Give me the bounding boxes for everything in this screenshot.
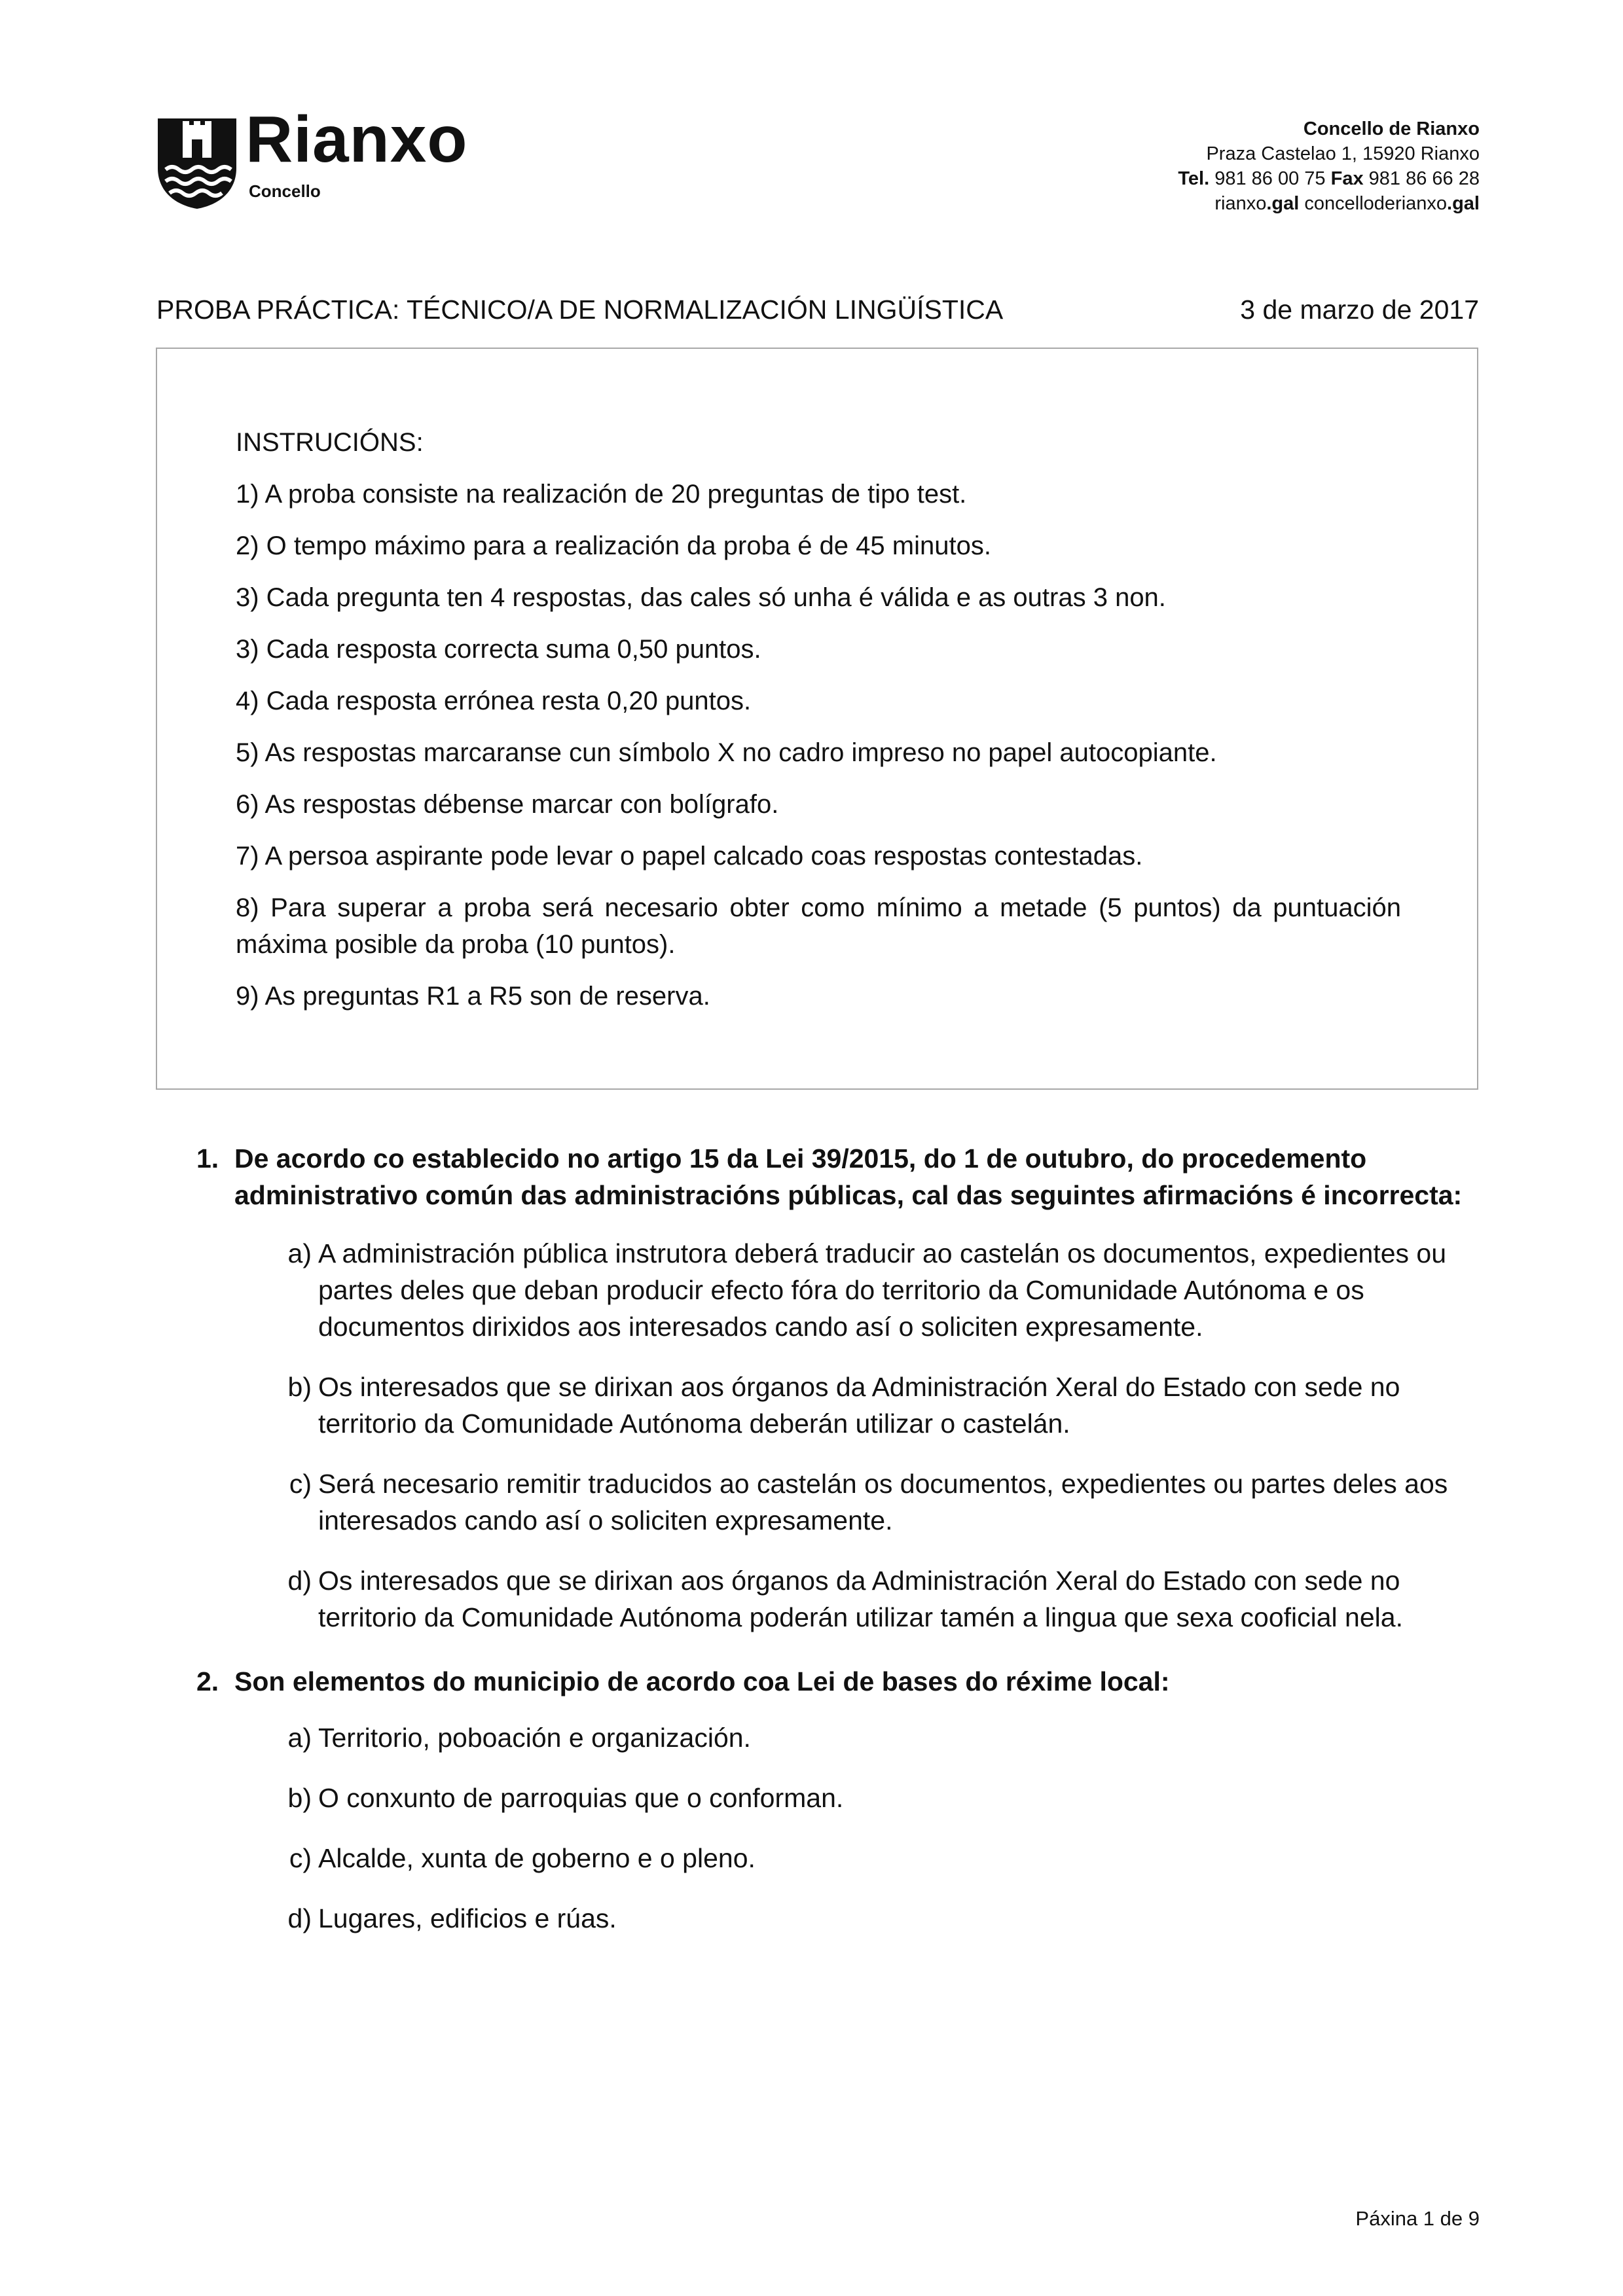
answer-options xyxy=(196,1719,1480,1937)
answer-option-c xyxy=(276,1840,1480,1876)
contact-phone-line xyxy=(1178,166,1480,191)
answer-option-b xyxy=(276,1780,1480,1816)
exam-title: PROBA PRÁCTICA: TÉCNICO/A DE NORMALIZACIÓN LINGÜÍSTICA xyxy=(156,295,1004,325)
instructions-box xyxy=(156,348,1478,1090)
answer-option-a xyxy=(276,1235,1480,1345)
answer-options xyxy=(196,1235,1480,1636)
instruction-item: 3) Cada pregunta ten 4 respostas, das cales só unha é válida e as outras 3 non. xyxy=(236,583,1166,612)
tel-label: Tel. xyxy=(1178,168,1210,189)
instruction-item: 7) A persoa aspirante pode levar o papel calcado coas respostas contestadas. xyxy=(236,842,1143,870)
question-number: 2. xyxy=(196,1666,219,1696)
logo-brand: Rianxo xyxy=(246,103,468,176)
logo-subtitle: Concello xyxy=(249,181,321,201)
answer-option-b xyxy=(276,1369,1480,1442)
instruction-item: 4) Cada resposta errónea resta 0,20 puntos. xyxy=(236,687,752,715)
answer-option-d xyxy=(276,1900,1480,1937)
web2-suffix: .gal xyxy=(1447,193,1480,214)
option-letter: b) xyxy=(287,1372,312,1402)
fax-label: Fax xyxy=(1330,168,1364,189)
option-letter: c) xyxy=(289,1469,312,1499)
instruction-item: 9) As preguntas R1 a R5 son de reserva. xyxy=(236,982,710,1011)
page-number: Páxina 1 de 9 xyxy=(1355,2207,1480,2230)
web2-prefix: concelloderianxo xyxy=(1304,193,1448,214)
option-text: Territorio, poboación e organización. xyxy=(318,1723,751,1753)
questions-section xyxy=(196,1140,1480,1964)
instructions-list xyxy=(236,424,1401,1030)
instruction-item: 8) Para superar a proba será necesario obter como mínimo a metade (5 puntos) da puntuación máxima posible da proba (10 puntos). xyxy=(236,893,1401,959)
option-text: Os interesados que se dirixan aos órganos da Administración Xeral do Estado con sede no territorio da Comunidade Autónoma deberán utilizar o castelán. xyxy=(318,1372,1400,1439)
web1-prefix: rianxo xyxy=(1214,193,1267,214)
question-2 xyxy=(196,1663,1480,1937)
answer-option-a xyxy=(276,1719,1480,1756)
option-text: Os interesados que se dirixan aos órganos da Administración Xeral do Estado con sede no territorio da Comunidade Autónoma poderán utilizar tamén a lingua que sexa cooficial nela. xyxy=(318,1566,1403,1632)
option-text: A administración pública instrutora deberá traducir ao castelán os documentos, expedientes ou partes deles que deban producir efecto fóra do territorio da Comunidade Autónoma e os documentos dirixidos aos interesados cando así o soliciten expresamente. xyxy=(318,1238,1447,1342)
instruction-item: 2) O tempo máximo para a realización da proba é de 45 minutos. xyxy=(236,531,991,560)
tel-value: 981 86 00 75 xyxy=(1214,168,1326,189)
question-number: 1. xyxy=(196,1143,219,1174)
fax-value: 981 86 66 28 xyxy=(1368,168,1480,189)
option-text: Será necesario remitir traducidos ao castelán os documentos, expedientes ou partes deles aos interesados cando así o soliciten expresamente. xyxy=(318,1469,1448,1535)
instruction-item: 1) A proba consiste na realización de 20 preguntas de tipo test. xyxy=(236,480,967,509)
option-text: O conxunto de parroquias que o conforman. xyxy=(318,1783,844,1813)
option-letter: d) xyxy=(287,1903,312,1933)
answer-option-d xyxy=(276,1562,1480,1636)
contact-address: Praza Castelao 1, 15920 Rianxo xyxy=(1206,143,1480,164)
instruction-item: 3) Cada resposta correcta suma 0,50 puntos. xyxy=(236,635,761,664)
rianxo-shield-icon xyxy=(155,116,239,210)
option-letter: d) xyxy=(287,1566,312,1596)
option-letter: a) xyxy=(287,1238,312,1268)
contact-org: Concello de Rianxo xyxy=(1303,118,1480,139)
exam-date: 3 de marzo de 2017 xyxy=(1240,295,1479,325)
option-text: Alcalde, xunta de goberno e o pleno. xyxy=(318,1843,756,1873)
question-1 xyxy=(196,1140,1480,1636)
web1-suffix: .gal xyxy=(1266,193,1300,214)
contact-web-line xyxy=(1178,191,1480,216)
concello-logo xyxy=(155,103,522,214)
option-letter: a) xyxy=(287,1723,312,1753)
instruction-item: 5) As respostas marcaranse cun símbolo X no cadro impreso no papel autocopiante. xyxy=(236,738,1217,767)
contact-block xyxy=(1178,117,1480,216)
question-text: Son elementos do municipio de acordo coa Lei de bases do réxime local: xyxy=(234,1666,1170,1696)
instruction-item: 6) As respostas débense marcar con bolígrafo. xyxy=(236,790,779,819)
option-letter: b) xyxy=(287,1783,312,1813)
question-text: De acordo co establecido no artigo 15 da Lei 39/2015, do 1 de outubro, do procedemento administrativo común das administracións públicas, cal das seguintes afirmacións é incorrecta: xyxy=(234,1143,1463,1210)
answer-option-c xyxy=(276,1465,1480,1539)
instructions-title: INSTRUCIÓNS: xyxy=(236,428,424,457)
option-letter: c) xyxy=(289,1843,312,1873)
option-text: Lugares, edificios e rúas. xyxy=(318,1903,617,1933)
